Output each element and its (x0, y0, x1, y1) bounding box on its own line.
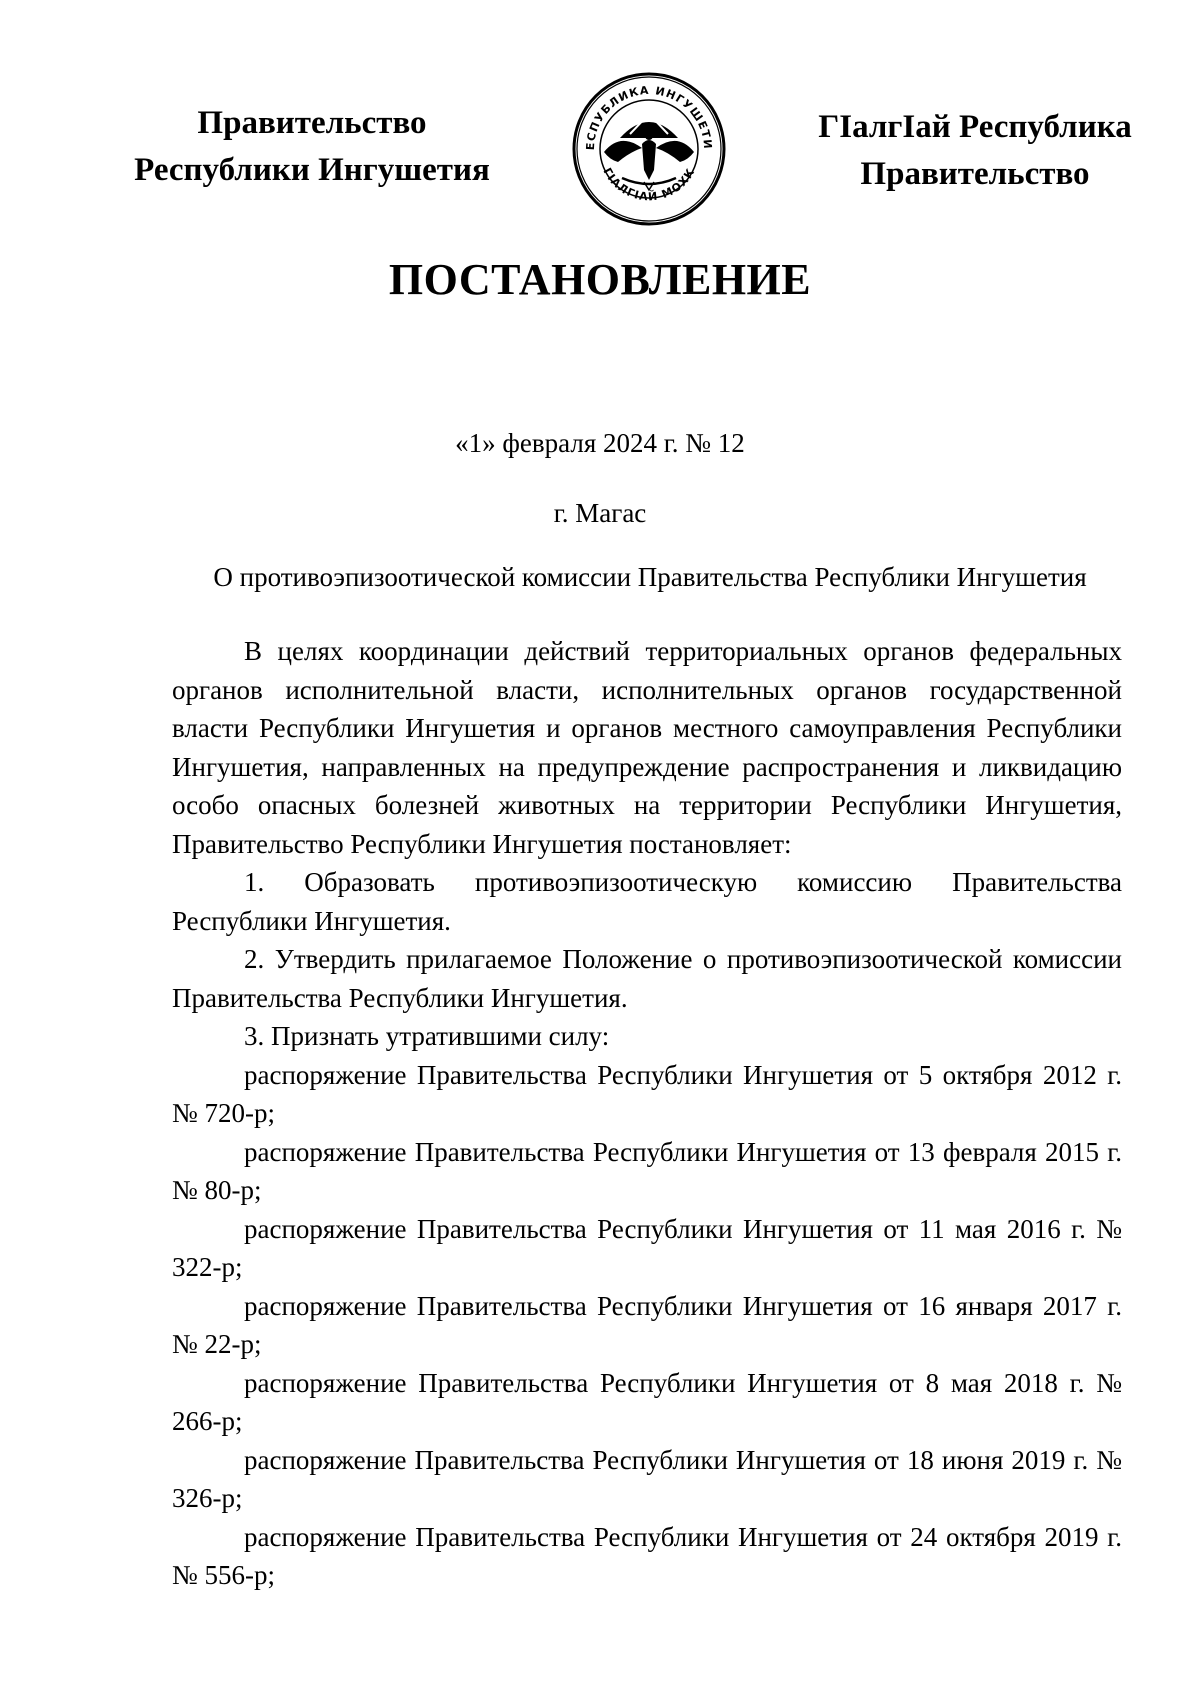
document-date-number: «1» февраля 2024 г. № 12 (455, 428, 745, 458)
body-paragraph-repealed: распоряжение Правительства Республики Ингушетия от 8 мая 2018 г. № 266-р; (172, 1367, 1122, 1436)
emblem-icon (570, 70, 728, 228)
body-paragraph-item-3: 3. Признать утратившими силу: (244, 1021, 610, 1051)
document-body (172, 632, 1122, 1595)
header-right-line2: Правительство (860, 156, 1090, 192)
body-paragraph-repealed: распоряжение Правительства Республики Ингушетия от 11 мая 2016 г. № 322-р; (172, 1213, 1122, 1282)
document-subject: О противоэпизоотической комиссии Правительства Республики Ингушетия (213, 562, 1087, 592)
body-paragraph-item-1: 1. Образовать противоэпизоотическую комиссию Правительства Республики Ингушетия. (172, 867, 1122, 936)
body-paragraph-repealed: распоряжение Правительства Республики Ингушетия от 18 июня 2019 г. № 326-р; (172, 1444, 1122, 1513)
emblem-bottom-text: ГIАЛГIАЙ МОХК (600, 165, 698, 204)
body-paragraph-item-2: 2. Утвердить прилагаемое Положение о противоэпизоотической комиссии Правительства Республики Ингушетия. (172, 944, 1122, 1013)
header-left-line2: Республики Ингушетия (134, 152, 490, 188)
header-right (790, 104, 1160, 198)
body-paragraph-repealed: распоряжение Правительства Республики Ингушетия от 5 октября 2012 г. № 720-р; (172, 1059, 1122, 1128)
body-paragraph-repealed: распоряжение Правительства Республики Ингушетия от 16 января 2017 г. № 22-р; (172, 1290, 1122, 1359)
document-title: ПОСТАНОВЛЕНИЕ (388, 255, 812, 304)
body-paragraph-preamble: В целях координации действий территориальных органов федеральных органов исполнительной власти, исполнительных органов государственной власти Республики Ингушетия и органов местного самоуправления Республики Ингушетия, направленных на предупреждение распространения и ликвидацию особо опасных болезней животных на территории Республики Ингушетия, Правительство Республики Ингушетия постановляет: (172, 636, 1122, 859)
body-paragraph-repealed: распоряжение Правительства Республики Ингушетия от 24 октября 2019 г. № 556-р; (172, 1521, 1122, 1590)
document-city: г. Магас (553, 498, 647, 528)
emblem-top-text: ЕСПУБЛИКА ИНГУШЕТИ (583, 83, 715, 151)
header-left-line1: Правительство (197, 105, 427, 141)
header-left (112, 100, 512, 194)
header-right-line1: ГIалгIай Республика (818, 109, 1132, 145)
body-paragraph-repealed: распоряжение Правительства Республики Ингушетия от 13 февраля 2015 г. № 80-р; (172, 1136, 1122, 1205)
svg-text:РЕСПУБЛИКА ИНГУШЕТИЯ (570, 70, 714, 151)
